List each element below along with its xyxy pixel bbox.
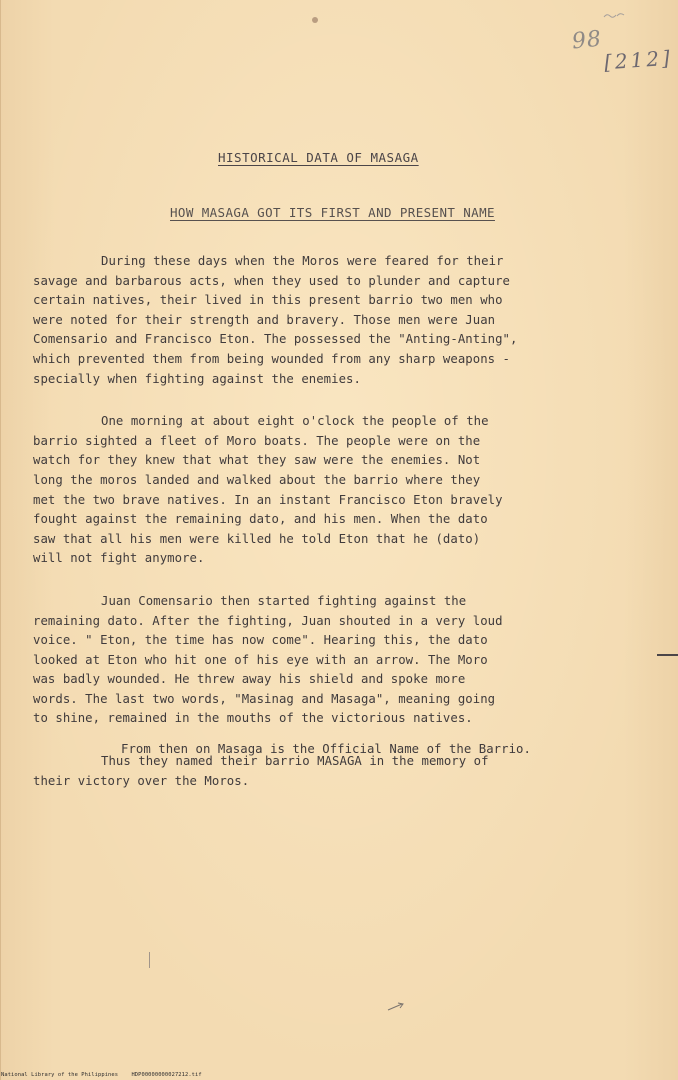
text-line: looked at Eton who hit one of his eye with an arrow. The Moro (33, 652, 488, 667)
text-line: fought against the remaining dato, and his men. When the dato (33, 512, 488, 527)
paragraph (33, 252, 593, 389)
text-line: met the two brave natives. In an instant Francisco Eton bravely (33, 492, 503, 507)
pencil-annotation: 98 (570, 26, 604, 55)
text-line: One morning at about eight o'clock the people of the (101, 414, 489, 429)
text-line: savage and barbarous acts, when they used to plunder and capture (33, 273, 511, 288)
footer-source: National Library of the Philippines (1, 1072, 119, 1078)
margin-mark (657, 654, 678, 656)
text-line: voice. " Eton, the time has now come". Hearing this, the dato (33, 633, 488, 648)
text-line: to shine, remained in the mouths of the victorious natives. (33, 711, 473, 726)
text-line: Juan Comensario then started fighting against the (101, 593, 467, 608)
document-title: HISTORICAL DATA OF MASAGA (218, 150, 419, 165)
text-line: which prevented them from being wounded from any sharp weapons - (33, 351, 511, 366)
text-line: will not fight anymore. (33, 551, 205, 566)
text-line: remaining dato. After the fighting, Juan shouted in a very loud (33, 613, 503, 628)
text-line: long the moros landed and walked about the barrio where they (33, 472, 481, 487)
document-subtitle: HOW MASAGA GOT ITS FIRST AND PRESENT NAME (170, 205, 495, 220)
footer-file: HDP00000000027212.tif (131, 1072, 202, 1078)
text-line: From then on Masaga is the Official Name of the Barrio. (121, 742, 531, 756)
text-line: barrio sighted a fleet of Moro boats. The people were on the (33, 433, 481, 448)
text-line: certain natives, their lived in this present barrio two men who (33, 293, 503, 308)
text-line: specially when fighting against the enemies. (33, 371, 361, 386)
paragraph (33, 412, 593, 569)
text-line: saw that all his men were killed he told Eton that he (dato) (33, 531, 481, 546)
page-number: [212] (603, 45, 674, 75)
text-line: During these days when the Moros were feared for their (101, 254, 504, 268)
pencil-arrow-icon (386, 1000, 406, 1012)
scan-footer (1, 1072, 212, 1078)
ink-spot (312, 17, 318, 23)
paragraph (33, 592, 593, 729)
pencil-tick (149, 952, 150, 968)
text-line: Comensario and Francisco Eton. The possessed the "Anting-Anting", (33, 332, 518, 347)
text-line: were noted for their strength and bravery. Those men were Juan (33, 312, 496, 327)
text-line: was badly wounded. He threw away his shield and spoke more (33, 672, 466, 687)
text-line: Thus they named their barrio MASAGA in the memory of (101, 754, 489, 769)
document-body (33, 252, 593, 814)
text-line: words. The last two words, "Masinag and Masaga", meaning going (33, 691, 496, 706)
closing-statement (33, 740, 531, 760)
text-line: watch for they knew that what they saw were the enemies. Not (33, 453, 481, 468)
page-edge (0, 0, 1, 1080)
text-line: their victory over the Moros. (33, 773, 250, 788)
pencil-mark-icon (602, 10, 626, 20)
